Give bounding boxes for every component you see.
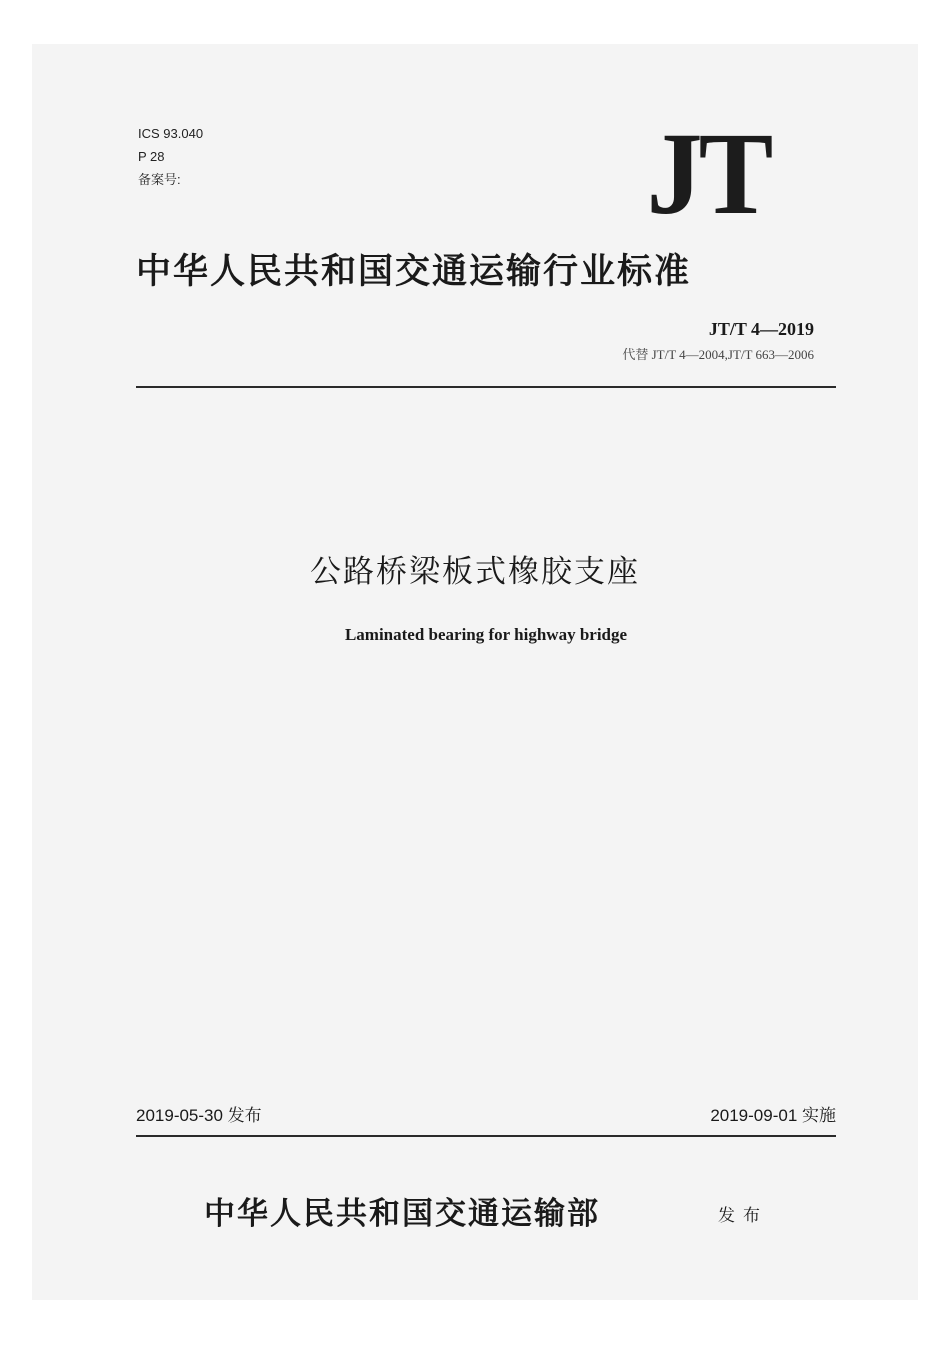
classification-code: P 28 <box>138 149 165 164</box>
document-title-english: Laminated bearing for highway bridge <box>344 625 628 644</box>
industry-standard-title: 中华人民共和国交通运输行业标准 <box>136 252 692 292</box>
publisher-name: 中华人民共和国交通运输部 <box>204 1196 600 1232</box>
record-number-label: 备案号: <box>138 172 181 187</box>
document-title-chinese: 公路桥梁板式橡胶支座 <box>310 554 640 590</box>
footer-divider <box>136 1135 836 1137</box>
publish-label: 发布 <box>718 1206 768 1226</box>
implementation-date: 2019-09-01 实施 <box>710 1106 836 1125</box>
standard-number: JT/T 4—2019 <box>708 319 814 339</box>
issue-date: 2019-05-30 发布 <box>136 1106 262 1125</box>
ics-code: ICS 93.040 <box>138 126 204 141</box>
jt-logo: JT <box>646 108 770 240</box>
replaces-note: 代替 JT/T 4—2004,JT/T 663—2006 <box>622 347 814 362</box>
header-divider <box>136 386 836 388</box>
